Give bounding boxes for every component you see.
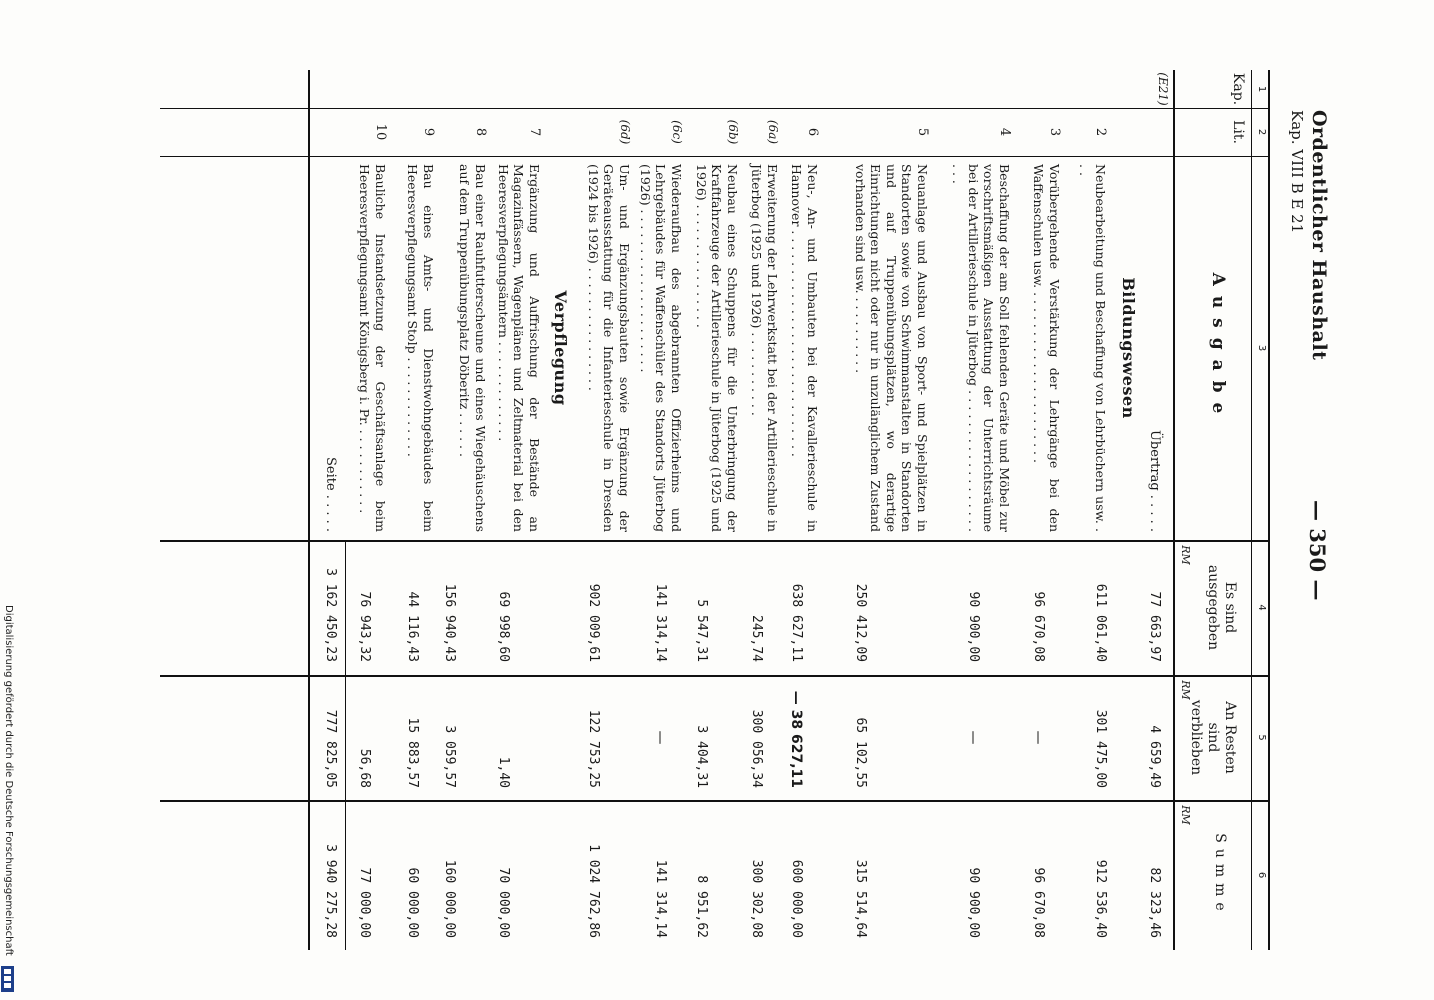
row-description: Neubearbeitung und Beschaffung von Lehrbüchern usw. . . . (1077, 164, 1108, 532)
dfg-logo-icon (1, 966, 14, 992)
row-summe: 160 000,00 (442, 859, 457, 938)
section-title-bildungswesen: Bildungswesen (1119, 277, 1138, 419)
row-reste: — 38 627,11 (788, 690, 804, 788)
uebertrag-ausgegeben: 77 663,97 (1147, 591, 1162, 662)
dfg-logo (1, 966, 14, 992)
row-summe: 77 000,00 (357, 867, 372, 938)
header-kap: Kap. (1230, 72, 1246, 106)
row-ausgegeben: 245,74 (749, 615, 764, 662)
seite-summe: 3 940 275,28 (323, 844, 338, 938)
row-reste: 3 404,31 (694, 725, 709, 788)
total-rule (345, 540, 346, 950)
unit-col6: RM (1179, 805, 1192, 825)
col-sep-2 (160, 156, 1270, 157)
row-summe: 912 536,40 (1093, 859, 1108, 938)
row-reste: 301 475,00 (1093, 709, 1108, 788)
row-ausgegeben: 638 627,11 (789, 583, 804, 662)
row-summe: 60 000,00 (405, 867, 420, 938)
row-reste: 15 883,57 (405, 717, 420, 788)
uebertrag-summe: 82 323,46 (1147, 867, 1162, 938)
kap-value: (E21) (1156, 72, 1170, 106)
row-ausgegeben: 902 009,61 (586, 583, 601, 662)
row-ausgegeben: 156 940,43 (442, 583, 457, 662)
row-summe: 141 314,14 (653, 859, 668, 938)
row-description: Neuanlage und Ausbau von Sport- und Spielplätzen in Standorten sowie von Schwimmanstalten in Standorten und auf Truppenübungsplätzen, wo derartige Einrichtungen nicht oder nur in unzulänglichem Zustand vorhanden sind usw. . . . . . . . . . . (853, 164, 930, 532)
row-lit-sub: (6b) (726, 119, 740, 145)
row-ausgegeben: 96 670,08 (1031, 591, 1046, 662)
column-number-rule (1251, 70, 1252, 950)
header-ausgegeben: Es sind ausgegeben (1205, 564, 1238, 651)
digitization-note-text: Digitalisierung gefördert durch die Deutsche Forschungsgemeinschaft (3, 605, 14, 956)
row-lit-sub: (6d) (618, 119, 632, 145)
row-reste: 300 056,34 (749, 709, 764, 788)
seite-ausgegeben: 3 162 450,23 (323, 568, 338, 662)
uebertrag-label: Übertrag . . . . . (1147, 429, 1162, 532)
row-summe: 8 951,62 (694, 875, 709, 938)
unit-col4: RM (1179, 545, 1192, 565)
header-bottom-rule (1173, 70, 1175, 950)
row-reste: 1,40 (496, 756, 511, 788)
row-summe: 70 000,00 (496, 867, 511, 938)
row-description: Neu-, An- und Umbauten bei der Kavallerieschule in Hannover . . . . . . . . . . . . . . . . . . . . . . . . . . . . . (789, 164, 820, 532)
row-description: Beschaffung der am Soll fehlenden Geräte und Möbel zur vorschriftsmäßigen Ausstattung der Unterrichtsräume bei der Artillerieschule in Jüterbog . . . . . . . . . . . . . . . . . . . . . (950, 164, 1012, 532)
table-top-rule (1268, 70, 1270, 950)
row-description: Bau einer Rauhfutterscheune und eines Wiegehäuschens auf dem Truppenübungsplatz Döberitz . . . . . . (457, 164, 488, 532)
header-summe: Summe (1212, 833, 1228, 917)
colnum-5: 5 (1256, 734, 1267, 741)
row-description: Erweiterung der Lehrwerkstatt bei der Artillerieschule in Jüterbog (1925 und 1926) . . . . . . . . . . . (749, 164, 780, 532)
row-description: Um- und Ergänzungsbauten sowie Ergänzung der Geräteausstattung für die Infanterieschule in Dresden (1924 bis 1926) . . . . . . . . . . . . . . . . (586, 164, 632, 532)
row-ausgegeben: 76 943,32 (357, 591, 372, 662)
row-reste: — (652, 730, 668, 745)
row-description: Ergänzung und Auffrischung der Bestände an Magazinfässern, Wagenplänen und Zeltmaterial bei den Heeresverpflegungsämtern . . . . . . . . . . . . . (496, 164, 542, 532)
page-header-title: Ordentlicher Haushalt (1308, 110, 1330, 361)
colnum-3: 3 (1256, 344, 1267, 352)
rotated-ledger-page (80, 70, 1350, 950)
row-lit: 3 (1047, 127, 1062, 137)
row-ausgegeben: 250 412,09 (853, 583, 868, 662)
row-summe: 90 900,00 (966, 867, 981, 938)
row-lit: 2 (1093, 127, 1108, 137)
row-reste: 3 059,57 (442, 725, 457, 788)
header-reste: An Resten sind verblieben (1188, 699, 1238, 776)
row-summe: 600 000,00 (789, 859, 804, 938)
row-lit: 7 (527, 127, 542, 137)
row-lit: 9 (421, 127, 436, 137)
colnum-4: 4 (1256, 604, 1267, 611)
row-lit: 5 (915, 127, 930, 137)
row-reste: 65 102,55 (853, 717, 868, 788)
row-summe: 96 670,08 (1031, 867, 1046, 938)
row-description: Wiederaufbau des abgebrannten Offizierheims und Lehrgebäudes für Waffenschüler des Standorts Jüterbog (1926) . . . . . . . . . . . . . . . . . . . . . (638, 164, 684, 532)
section-title-verpflegung: Verpflegung (551, 290, 570, 406)
digitization-note (0, 605, 14, 995)
row-lit: 6 (805, 127, 820, 137)
page-number: — 350 — (1305, 500, 1330, 601)
row-lit-sub: (6a) (766, 119, 780, 145)
row-reste: — (1030, 730, 1046, 745)
row-summe: 1 024 762,86 (586, 844, 601, 938)
row-reste: 122 753,25 (586, 709, 601, 788)
row-description: Bauliche Instandsetzung der Geschäftsanlage beim Heeresverpflegungsamt Königsberg i. Pr. . . . . . . . . . . . (357, 164, 388, 532)
page-header-subtitle: Kap. VIII B E 21 (1288, 110, 1306, 234)
uebertrag-reste: 4 659,49 (1147, 725, 1162, 788)
row-reste: 56,68 (357, 748, 372, 788)
row-ausgegeben: 90 900,00 (966, 591, 981, 662)
row-ausgegeben: 44 116,43 (405, 591, 420, 662)
colnum-6: 6 (1256, 871, 1267, 879)
row-ausgegeben: 5 547,31 (694, 599, 709, 662)
row-ausgegeben: 69 998,60 (496, 591, 511, 662)
row-ausgegeben: 141 314,14 (653, 583, 668, 662)
row-description: Bau eines Amts- und Dienstwohngebäudes beim Heeresverpflegungsamt Stolp . . . . . . . . . . . . . (405, 164, 436, 532)
seite-label: Seite . . . . . (323, 457, 338, 532)
colnum-2: 2 (1256, 128, 1267, 136)
colnum-1: 1 (1256, 85, 1267, 93)
row-description: Neubau eines Schuppens für die Unterbringung der Kraftfahrzeuge der Artillerieschule in Jüterbog (1925 und 1926) . . . . . . . . . . . . . . . . (694, 164, 740, 532)
row-description: Vorübergehende Verstärkung der Lehrgänge bei den Waffenschulen usw. . . . . . . . . . . . . . . . . . . . . . . (1031, 164, 1062, 532)
row-summe: 315 514,64 (853, 859, 868, 938)
row-ausgegeben: 611 061,40 (1093, 583, 1108, 662)
row-reste: — (965, 730, 981, 745)
header-lit: Lit. (1230, 120, 1246, 144)
row-lit: 8 (473, 127, 488, 137)
row-lit-sub: (6c) (670, 120, 684, 144)
unit-col5: RM (1179, 680, 1192, 700)
table-bottom-rule (308, 70, 310, 950)
row-lit: 10 (373, 123, 388, 141)
header-ausgabe: Ausgabe (1208, 272, 1228, 424)
row-summe: 300 302,08 (749, 859, 764, 938)
seite-reste: 777 825,05 (323, 709, 338, 788)
row-lit: 4 (997, 127, 1012, 137)
